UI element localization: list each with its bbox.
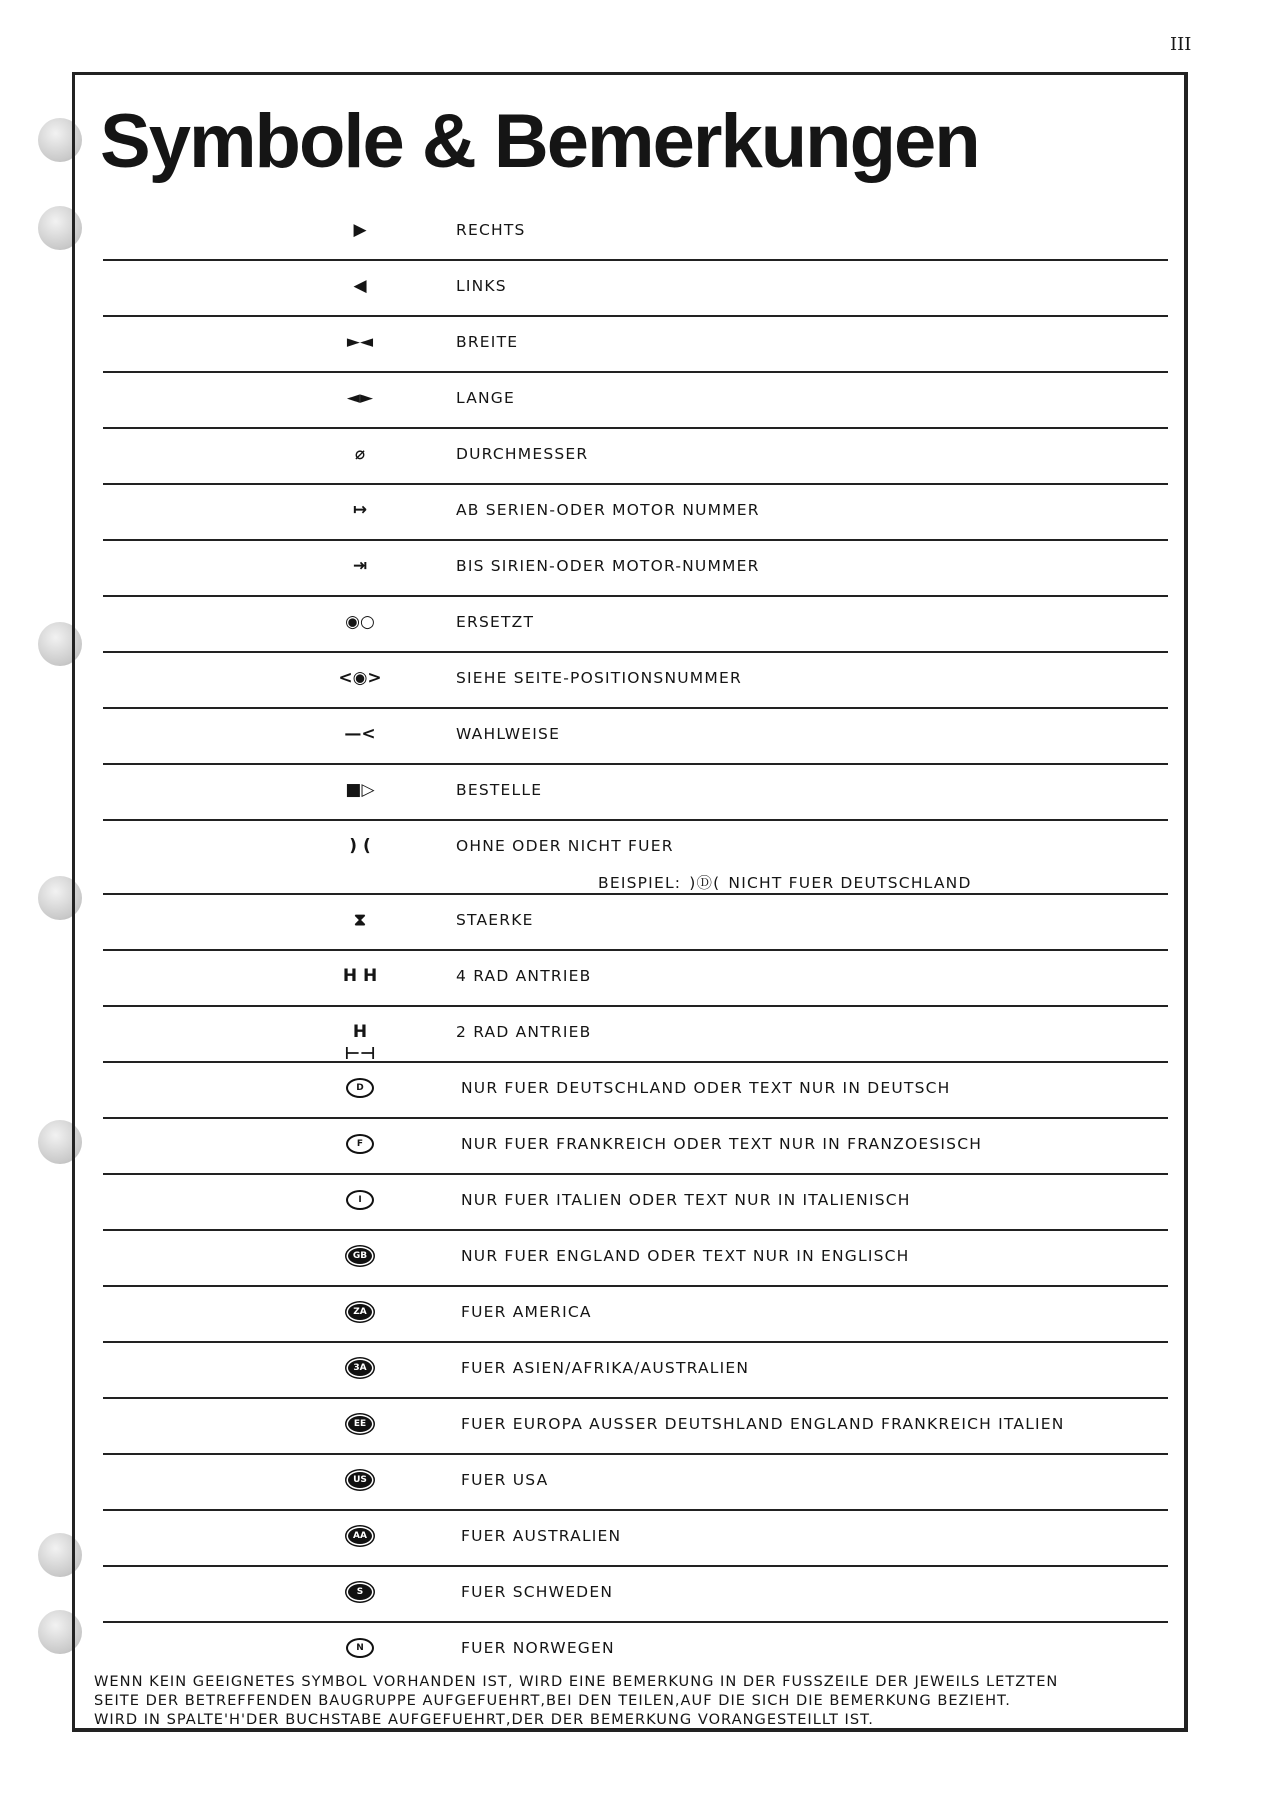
legend-row: [103, 1343, 1168, 1399]
footer-note-line: WIRD IN SPALTE'H'DER BUCHSTABE AUFGEFUEHRT,DER DER BEMERKUNG VORANGESTEILLT IST.: [94, 1711, 874, 1728]
country-badge-icon: US: [348, 1472, 372, 1488]
symbol-label: NUR FUER ENGLAND ODER TEXT NUR IN ENGLISCH: [461, 1247, 910, 1265]
symbol-icon: ►◄: [346, 332, 374, 352]
symbol-label: NUR FUER ITALIEN ODER TEXT NUR IN ITALIENISCH: [461, 1191, 911, 1209]
symbol-icon: ⧗: [354, 910, 366, 930]
legend-row: [103, 895, 1168, 951]
legend-row: [103, 429, 1168, 485]
symbol-label: AB SERIEN-ODER MOTOR NUMMER: [456, 501, 760, 519]
symbol-icon: [335, 1413, 385, 1435]
legend-row: [103, 485, 1168, 541]
symbol-label: OHNE ODER NICHT FUER: [456, 837, 674, 855]
legend-row: [103, 1399, 1168, 1455]
symbol-icon: ■▷: [345, 780, 375, 800]
legend-row: [103, 1007, 1168, 1063]
country-badge-icon: D: [346, 1078, 374, 1098]
symbol-icon: [335, 1189, 385, 1211]
page-number: III: [1170, 34, 1192, 55]
symbol-icon: [335, 1077, 385, 1099]
page-title: Symbole & Bemerkungen: [100, 99, 979, 184]
legend-row: [103, 373, 1168, 429]
legend-row: [103, 1287, 1168, 1343]
symbol-icon: ⇥: [352, 556, 368, 576]
country-badge-icon: ZA: [348, 1304, 372, 1320]
symbol-label: BREITE: [456, 333, 519, 351]
footer-note: [94, 1672, 1058, 1729]
country-badge-icon: 3A: [348, 1360, 372, 1376]
legend-row: [103, 765, 1168, 821]
symbol-icon: <◉>: [338, 668, 382, 688]
symbol-label: FUER AMERICA: [461, 1303, 592, 1321]
symbol-icon: ◄►: [346, 388, 374, 408]
country-badge-icon: EE: [348, 1416, 372, 1432]
example-text: NICHT FUER DEUTSCHLAND: [728, 874, 972, 892]
symbol-label: ERSETZT: [456, 613, 535, 631]
legend-row: [103, 597, 1168, 653]
example-symbol: )Ⓓ(: [689, 874, 721, 892]
symbol-label: FUER USA: [461, 1471, 549, 1489]
legend-row: [103, 653, 1168, 709]
symbol-icon: [335, 1525, 385, 1547]
symbol-label: DURCHMESSER: [456, 445, 589, 463]
legend-row: [103, 541, 1168, 597]
legend-row: [103, 951, 1168, 1007]
symbol-icon: [335, 1637, 385, 1659]
country-badge-icon: AA: [348, 1528, 372, 1544]
legend-row: [103, 1231, 1168, 1287]
symbol-label: LINKS: [456, 277, 507, 295]
legend-row: [103, 1455, 1168, 1511]
symbol-label: NUR FUER DEUTSCHLAND ODER TEXT NUR IN DEUTSCH: [461, 1079, 951, 1097]
country-badge-icon: S: [348, 1584, 372, 1600]
symbol-label: WAHLWEISE: [456, 725, 561, 743]
symbol-label: LANGE: [456, 389, 515, 407]
symbol-label: STAERKE: [456, 911, 534, 929]
legend-row: [103, 1175, 1168, 1231]
example-line: [598, 871, 980, 893]
country-badge-icon: I: [346, 1190, 374, 1210]
legend-row: [103, 1063, 1168, 1119]
symbol-icon: [335, 1357, 385, 1379]
legend-row: [103, 821, 1168, 895]
symbol-icon: ⌀: [354, 444, 366, 464]
symbol-icon: H ⊢⊣: [344, 1022, 376, 1064]
legend-row: [103, 205, 1168, 261]
symbol-icon: [335, 1581, 385, 1603]
symbol-label: FUER NORWEGEN: [461, 1639, 615, 1657]
symbol-label: FUER ASIEN/AFRIKA/AUSTRALIEN: [461, 1359, 750, 1377]
footer-note-line: WENN KEIN GEEIGNETES SYMBOL VORHANDEN IST, WIRD EINE BEMERKUNG IN DER FUSSZEILE DER JEWEILS LETZTEN: [94, 1673, 1059, 1690]
symbol-label: SIEHE SEITE-POSITIONSNUMMER: [456, 669, 742, 687]
symbol-icon: [335, 1133, 385, 1155]
symbol-icon: H H: [342, 966, 378, 986]
symbol-label: 2 RAD ANTRIEB: [456, 1023, 592, 1041]
symbol-label: BIS SIRIEN-ODER MOTOR-NUMMER: [456, 557, 760, 575]
symbol-icon: ↦: [352, 500, 368, 520]
symbol-icon: [335, 1301, 385, 1323]
symbol-label: RECHTS: [456, 221, 526, 239]
symbol-label: FUER EUROPA AUSSER DEUTSHLAND ENGLAND FRANKREICH ITALIEN: [461, 1415, 1065, 1433]
country-badge-icon: F: [346, 1134, 374, 1154]
symbol-icon: ◉○: [345, 612, 375, 632]
legend-row: [103, 709, 1168, 765]
symbol-icon: —<: [344, 724, 376, 744]
symbol-icon: ▶: [353, 220, 367, 240]
symbol-icon: [335, 1469, 385, 1491]
legend-row: [103, 261, 1168, 317]
legend-row: [103, 1119, 1168, 1175]
symbol-legend-table: [103, 205, 1168, 1679]
legend-row: [103, 1511, 1168, 1567]
footer-note-line: SEITE DER BETREFFENDEN BAUGRUPPE AUFGEFUEHRT,BEI DEN TEILEN,AUF DIE SICH DIE BEMERKUNG BEZIEHT.: [94, 1692, 1011, 1709]
legend-row: [103, 317, 1168, 373]
symbol-label: BESTELLE: [456, 781, 543, 799]
symbol-label: NUR FUER FRANKREICH ODER TEXT NUR IN FRANZOESISCH: [461, 1135, 983, 1153]
symbol-label: FUER SCHWEDEN: [461, 1583, 614, 1601]
symbol-icon: [335, 1245, 385, 1267]
symbol-label: 4 RAD ANTRIEB: [456, 967, 592, 985]
country-badge-icon: GB: [348, 1248, 372, 1264]
symbol-icon: ) (: [349, 836, 371, 856]
legend-row: [103, 1623, 1168, 1679]
example-prefix: BEISPIEL:: [598, 874, 682, 892]
symbol-label: FUER AUSTRALIEN: [461, 1527, 622, 1545]
legend-row: [103, 1567, 1168, 1623]
symbol-icon: ◀: [353, 276, 367, 296]
country-badge-icon: N: [346, 1638, 374, 1658]
